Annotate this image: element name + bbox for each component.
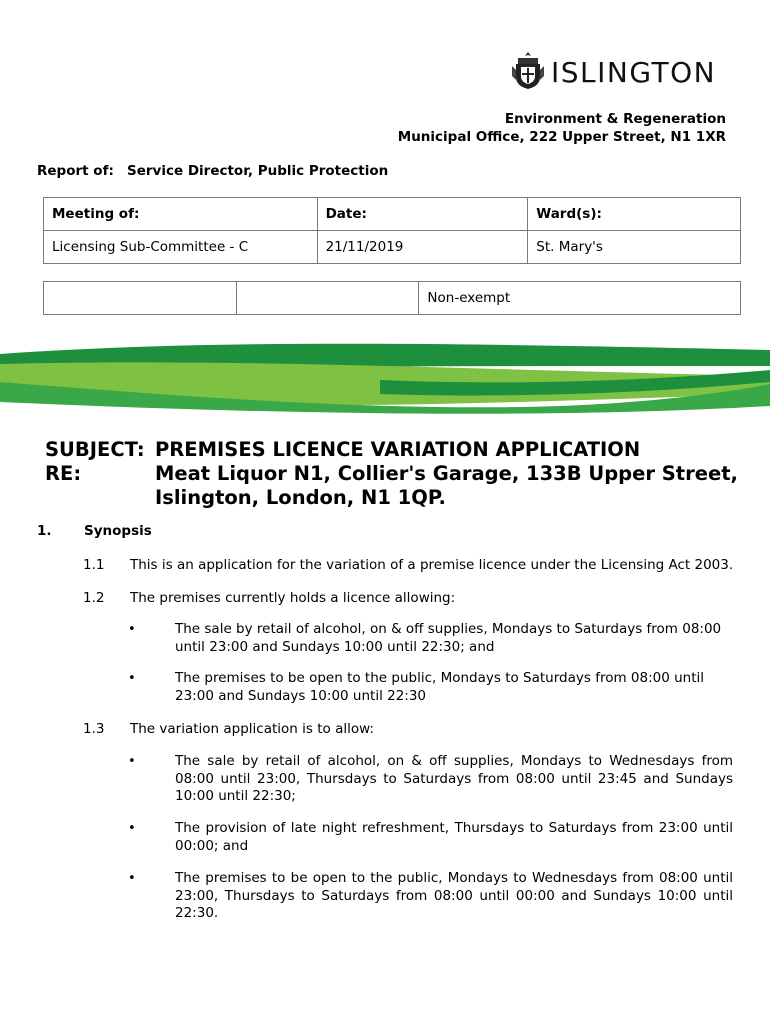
paragraph-number: 1.1	[83, 557, 105, 573]
list-item-line: until 23:00 and Sundays 10:00 until 22:30; and	[175, 638, 495, 655]
list-item	[175, 621, 733, 656]
list-item-line: 08:00 until 23:00, Thursdays to Saturdays from 08:00 until 23:45 and Sundays	[175, 770, 733, 787]
list-item-line: 22:30.	[175, 905, 219, 921]
subject-block	[45, 438, 745, 518]
list-item-line: The sale by retail of alcohol, on & off supplies, Mondays to Saturdays from 08:00	[175, 621, 722, 637]
paragraph-text: This is an application for the variation of a premise licence under the Licensing Act 2003.	[130, 557, 734, 573]
list-item	[175, 870, 733, 923]
table-row	[44, 282, 741, 315]
bullet-icon: •	[128, 622, 136, 637]
report-of-value: Service Director, Public Protection	[127, 163, 389, 179]
green-swoosh-banner	[0, 336, 770, 416]
bullet-icon: •	[128, 754, 136, 769]
date-value: 21/11/2019	[317, 231, 528, 264]
islington-crest-icon	[511, 50, 545, 90]
bullet-icon: •	[128, 821, 136, 836]
list-item-line: 00:00; and	[175, 837, 249, 854]
section-title: Synopsis	[84, 523, 152, 539]
header-wards: Ward(s):	[528, 198, 741, 231]
paragraph-text: The variation application is to allow:	[130, 721, 374, 737]
table-row	[44, 231, 741, 264]
department-name: Environment & Regeneration	[504, 111, 726, 127]
re-label: RE:	[45, 462, 82, 485]
list-item-line: 10:00 until 22:30;	[175, 788, 296, 804]
logo-wordmark: ISLINGTON	[551, 56, 717, 89]
section-number: 1.	[37, 523, 52, 539]
report-of	[37, 162, 388, 180]
meeting-table	[43, 197, 741, 264]
list-item-line: The sale by retail of alcohol, on & off supplies, Mondays to Wednesdays from	[175, 753, 733, 769]
list-item-line: 23:00, Thursdays to Saturdays from 08:00 until 00:00 and Sundays 10:00 until	[175, 887, 733, 904]
list-item-line: The provision of late night refreshment, Thursdays to Saturdays from 23:00 until	[175, 820, 733, 836]
exempt-status: Non-exempt	[419, 282, 741, 315]
exempt-cell-1	[44, 282, 237, 315]
report-of-label: Report of:	[37, 163, 114, 179]
list-item	[175, 820, 733, 855]
office-address: Municipal Office, 222 Upper Street, N1 1XR	[397, 129, 726, 145]
paragraph-number: 1.3	[83, 721, 105, 737]
exempt-cell-2	[236, 282, 419, 315]
header-meeting-of: Meeting of:	[44, 198, 318, 231]
bullet-icon: •	[128, 671, 136, 686]
wards-value: St. Mary's	[528, 231, 741, 264]
header-date: Date:	[317, 198, 528, 231]
meeting-of-value: Licensing Sub-Committee - C	[44, 231, 318, 264]
list-item-line: 23:00 and Sundays 10:00 until 22:30	[175, 687, 427, 704]
paragraph-number: 1.2	[83, 590, 105, 606]
re-line-2: Islington, London, N1 1QP.	[155, 486, 446, 509]
list-item-line: The premises to be open to the public, Mondays to Saturdays from 08:00 until	[175, 670, 705, 686]
subject-value: PREMISES LICENCE VARIATION APPLICATION	[155, 438, 641, 461]
table-row	[44, 198, 741, 231]
exempt-table	[43, 281, 741, 315]
list-item-line: The premises to be open to the public, Mondays to Wednesdays from 08:00 until	[175, 870, 733, 886]
re-line-1: Meat Liquor N1, Collier's Garage, 133B Upper Street,	[155, 462, 738, 485]
list-item	[175, 753, 733, 806]
paragraph-text: The premises currently holds a licence allowing:	[130, 590, 456, 606]
subject-label: SUBJECT:	[45, 438, 145, 461]
list-item	[175, 670, 733, 705]
bullet-icon: •	[128, 871, 136, 886]
